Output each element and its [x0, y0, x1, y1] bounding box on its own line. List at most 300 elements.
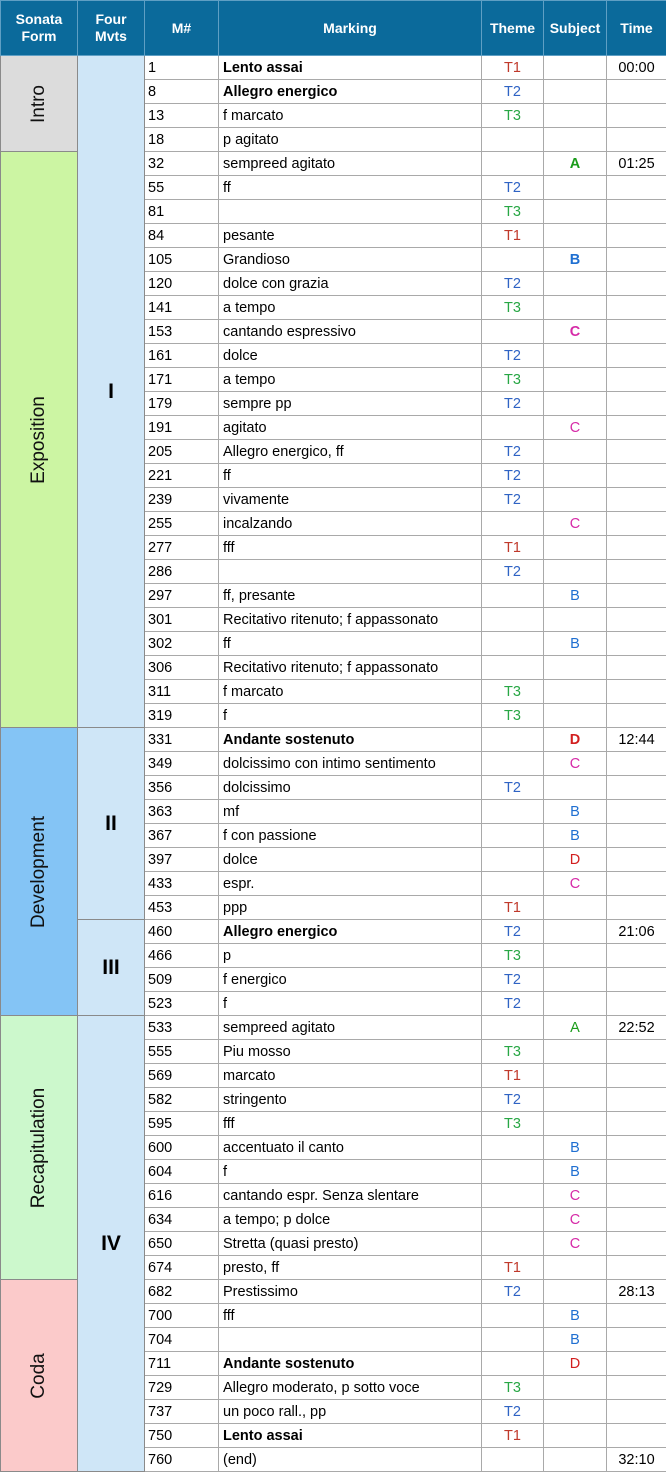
theme-cell[interactable] [482, 848, 544, 872]
time-cell[interactable] [607, 1160, 666, 1184]
marking-cell[interactable] [219, 1328, 482, 1352]
theme-cell[interactable]: T1 [482, 896, 544, 920]
marking-cell[interactable]: a tempo; p dolce [219, 1208, 482, 1232]
subject-cell[interactable] [544, 1088, 607, 1112]
measure-cell[interactable]: 466 [145, 944, 219, 968]
theme-cell[interactable] [482, 584, 544, 608]
marking-cell[interactable]: espr. [219, 872, 482, 896]
measure-cell[interactable]: 704 [145, 1328, 219, 1352]
measure-cell[interactable]: 682 [145, 1280, 219, 1304]
marking-cell[interactable]: Prestissimo [219, 1280, 482, 1304]
subject-cell[interactable] [544, 656, 607, 680]
time-cell[interactable] [607, 320, 666, 344]
marking-cell[interactable]: fff [219, 536, 482, 560]
subject-cell[interactable]: C [544, 512, 607, 536]
measure-cell[interactable]: 319 [145, 704, 219, 728]
theme-cell[interactable]: T2 [482, 80, 544, 104]
measure-cell[interactable]: 84 [145, 224, 219, 248]
subject-cell[interactable] [544, 992, 607, 1016]
subject-cell[interactable] [544, 176, 607, 200]
marking-cell[interactable]: dolce con grazia [219, 272, 482, 296]
theme-cell[interactable]: T2 [482, 1088, 544, 1112]
header-marking[interactable]: Marking [219, 1, 482, 56]
theme-cell[interactable]: T2 [482, 392, 544, 416]
subject-cell[interactable] [544, 1376, 607, 1400]
theme-cell[interactable] [482, 800, 544, 824]
measure-cell[interactable]: 349 [145, 752, 219, 776]
marking-cell[interactable]: p [219, 944, 482, 968]
theme-cell[interactable] [482, 512, 544, 536]
theme-cell[interactable] [482, 752, 544, 776]
subject-cell[interactable]: C [544, 320, 607, 344]
measure-cell[interactable]: 569 [145, 1064, 219, 1088]
time-cell[interactable] [607, 752, 666, 776]
marking-cell[interactable]: (end) [219, 1448, 482, 1472]
marking-cell[interactable]: Recitativo ritenuto; f appassonato [219, 608, 482, 632]
marking-cell[interactable]: Lento assai [219, 56, 482, 80]
measure-cell[interactable]: 533 [145, 1016, 219, 1040]
measure-cell[interactable]: 191 [145, 416, 219, 440]
theme-cell[interactable] [482, 608, 544, 632]
subject-cell[interactable]: C [544, 1232, 607, 1256]
theme-cell[interactable]: T3 [482, 1040, 544, 1064]
theme-cell[interactable] [482, 728, 544, 752]
measure-cell[interactable]: 650 [145, 1232, 219, 1256]
subject-cell[interactable]: D [544, 848, 607, 872]
measure-cell[interactable]: 760 [145, 1448, 219, 1472]
marking-cell[interactable]: sempreed agitato [219, 152, 482, 176]
subject-cell[interactable] [544, 56, 607, 80]
time-cell[interactable] [607, 368, 666, 392]
subject-cell[interactable] [544, 1112, 607, 1136]
time-cell[interactable] [607, 200, 666, 224]
subject-cell[interactable] [544, 296, 607, 320]
marking-cell[interactable]: fff [219, 1304, 482, 1328]
measure-cell[interactable]: 301 [145, 608, 219, 632]
subject-cell[interactable]: B [544, 800, 607, 824]
time-cell[interactable] [607, 128, 666, 152]
measure-cell[interactable]: 433 [145, 872, 219, 896]
subject-cell[interactable] [544, 440, 607, 464]
theme-cell[interactable] [482, 1016, 544, 1040]
subject-cell[interactable] [544, 608, 607, 632]
subject-cell[interactable] [544, 272, 607, 296]
marking-cell[interactable]: dolce [219, 344, 482, 368]
theme-cell[interactable]: T3 [482, 680, 544, 704]
marking-cell[interactable]: ppp [219, 896, 482, 920]
theme-cell[interactable] [482, 872, 544, 896]
header-four-mvts[interactable]: Four Mvts [78, 1, 145, 56]
measure-cell[interactable]: 397 [145, 848, 219, 872]
theme-cell[interactable] [482, 1304, 544, 1328]
theme-cell[interactable] [482, 1160, 544, 1184]
time-cell[interactable] [607, 1208, 666, 1232]
marking-cell[interactable]: vivamente [219, 488, 482, 512]
theme-cell[interactable] [482, 1232, 544, 1256]
measure-cell[interactable]: 277 [145, 536, 219, 560]
time-cell[interactable] [607, 104, 666, 128]
theme-cell[interactable]: T3 [482, 944, 544, 968]
time-cell[interactable] [607, 464, 666, 488]
measure-cell[interactable]: 600 [145, 1136, 219, 1160]
theme-cell[interactable] [482, 656, 544, 680]
subject-cell[interactable] [544, 464, 607, 488]
theme-cell[interactable] [482, 248, 544, 272]
time-cell[interactable]: 12:44 [607, 728, 666, 752]
theme-cell[interactable]: T2 [482, 344, 544, 368]
time-cell[interactable] [607, 704, 666, 728]
subject-cell[interactable]: C [544, 752, 607, 776]
time-cell[interactable] [607, 608, 666, 632]
marking-cell[interactable]: fff [219, 1112, 482, 1136]
theme-cell[interactable]: T3 [482, 704, 544, 728]
measure-cell[interactable]: 255 [145, 512, 219, 536]
subject-cell[interactable] [544, 896, 607, 920]
measure-cell[interactable]: 239 [145, 488, 219, 512]
time-cell[interactable] [607, 1088, 666, 1112]
marking-cell[interactable]: pesante [219, 224, 482, 248]
marking-cell[interactable]: cantando espr. Senza slentare [219, 1184, 482, 1208]
marking-cell[interactable]: Andante sostenuto [219, 1352, 482, 1376]
time-cell[interactable] [607, 392, 666, 416]
subject-cell[interactable] [544, 1424, 607, 1448]
subject-cell[interactable] [544, 1400, 607, 1424]
subject-cell[interactable] [544, 536, 607, 560]
measure-cell[interactable]: 120 [145, 272, 219, 296]
time-cell[interactable] [607, 344, 666, 368]
subject-cell[interactable] [544, 1280, 607, 1304]
time-cell[interactable] [607, 848, 666, 872]
subject-cell[interactable]: D [544, 1352, 607, 1376]
marking-cell[interactable]: stringento [219, 1088, 482, 1112]
theme-cell[interactable]: T3 [482, 368, 544, 392]
time-cell[interactable]: 21:06 [607, 920, 666, 944]
measure-cell[interactable]: 595 [145, 1112, 219, 1136]
subject-cell[interactable]: C [544, 872, 607, 896]
time-cell[interactable] [607, 584, 666, 608]
subject-cell[interactable] [544, 704, 607, 728]
time-cell[interactable] [607, 512, 666, 536]
theme-cell[interactable] [482, 1352, 544, 1376]
time-cell[interactable] [607, 776, 666, 800]
theme-cell[interactable]: T2 [482, 488, 544, 512]
measure-cell[interactable]: 141 [145, 296, 219, 320]
marking-cell[interactable]: Allegro energico [219, 80, 482, 104]
subject-cell[interactable] [544, 1040, 607, 1064]
time-cell[interactable] [607, 248, 666, 272]
measure-cell[interactable]: 153 [145, 320, 219, 344]
marking-cell[interactable]: Lento assai [219, 1424, 482, 1448]
time-cell[interactable] [607, 680, 666, 704]
marking-cell[interactable]: Stretta (quasi presto) [219, 1232, 482, 1256]
time-cell[interactable] [607, 1424, 666, 1448]
time-cell[interactable] [607, 872, 666, 896]
measure-cell[interactable]: 286 [145, 560, 219, 584]
time-cell[interactable] [607, 560, 666, 584]
measure-cell[interactable]: 1 [145, 56, 219, 80]
theme-cell[interactable]: T3 [482, 1112, 544, 1136]
theme-cell[interactable]: T2 [482, 560, 544, 584]
theme-cell[interactable]: T2 [482, 1400, 544, 1424]
theme-cell[interactable]: T1 [482, 536, 544, 560]
theme-cell[interactable] [482, 416, 544, 440]
theme-cell[interactable]: T2 [482, 464, 544, 488]
subject-cell[interactable] [544, 128, 607, 152]
theme-cell[interactable]: T2 [482, 1280, 544, 1304]
measure-cell[interactable]: 711 [145, 1352, 219, 1376]
time-cell[interactable] [607, 1400, 666, 1424]
subject-cell[interactable] [544, 776, 607, 800]
subject-cell[interactable]: B [544, 584, 607, 608]
theme-cell[interactable]: T2 [482, 968, 544, 992]
time-cell[interactable] [607, 1256, 666, 1280]
measure-cell[interactable]: 331 [145, 728, 219, 752]
subject-cell[interactable]: D [544, 728, 607, 752]
marking-cell[interactable]: presto, ff [219, 1256, 482, 1280]
theme-cell[interactable]: T2 [482, 776, 544, 800]
subject-cell[interactable] [544, 1256, 607, 1280]
marking-cell[interactable]: mf [219, 800, 482, 824]
measure-cell[interactable]: 221 [145, 464, 219, 488]
time-cell[interactable] [607, 1328, 666, 1352]
subject-cell[interactable] [544, 944, 607, 968]
measure-cell[interactable]: 311 [145, 680, 219, 704]
time-cell[interactable] [607, 1352, 666, 1376]
marking-cell[interactable]: cantando espressivo [219, 320, 482, 344]
measure-cell[interactable]: 81 [145, 200, 219, 224]
marking-cell[interactable] [219, 560, 482, 584]
marking-cell[interactable]: accentuato il canto [219, 1136, 482, 1160]
measure-cell[interactable]: 582 [145, 1088, 219, 1112]
time-cell[interactable] [607, 800, 666, 824]
marking-cell[interactable]: Piu mosso [219, 1040, 482, 1064]
time-cell[interactable]: 00:00 [607, 56, 666, 80]
subject-cell[interactable] [544, 200, 607, 224]
theme-cell[interactable]: T3 [482, 200, 544, 224]
measure-cell[interactable]: 306 [145, 656, 219, 680]
subject-cell[interactable]: B [544, 1136, 607, 1160]
marking-cell[interactable]: sempreed agitato [219, 1016, 482, 1040]
measure-cell[interactable]: 453 [145, 896, 219, 920]
theme-cell[interactable]: T2 [482, 440, 544, 464]
marking-cell[interactable]: Andante sostenuto [219, 728, 482, 752]
time-cell[interactable]: 01:25 [607, 152, 666, 176]
marking-cell[interactable]: f marcato [219, 104, 482, 128]
time-cell[interactable] [607, 80, 666, 104]
measure-cell[interactable]: 555 [145, 1040, 219, 1064]
measure-cell[interactable]: 634 [145, 1208, 219, 1232]
header-measure[interactable]: M# [145, 1, 219, 56]
measure-cell[interactable]: 729 [145, 1376, 219, 1400]
marking-cell[interactable]: f marcato [219, 680, 482, 704]
subject-cell[interactable] [544, 488, 607, 512]
measure-cell[interactable]: 13 [145, 104, 219, 128]
marking-cell[interactable] [219, 200, 482, 224]
header-time[interactable]: Time [607, 1, 666, 56]
subject-cell[interactable] [544, 392, 607, 416]
marking-cell[interactable]: sempre pp [219, 392, 482, 416]
time-cell[interactable] [607, 488, 666, 512]
marking-cell[interactable]: f [219, 1160, 482, 1184]
marking-cell[interactable]: Recitativo ritenuto; f appassonato [219, 656, 482, 680]
marking-cell[interactable]: ff [219, 464, 482, 488]
measure-cell[interactable]: 737 [145, 1400, 219, 1424]
theme-cell[interactable]: T1 [482, 224, 544, 248]
marking-cell[interactable]: f con passione [219, 824, 482, 848]
time-cell[interactable] [607, 416, 666, 440]
subject-cell[interactable]: B [544, 632, 607, 656]
subject-cell[interactable] [544, 1064, 607, 1088]
theme-cell[interactable]: T2 [482, 272, 544, 296]
time-cell[interactable]: 28:13 [607, 1280, 666, 1304]
subject-cell[interactable] [544, 968, 607, 992]
time-cell[interactable] [607, 176, 666, 200]
time-cell[interactable] [607, 656, 666, 680]
marking-cell[interactable]: Allegro energico, ff [219, 440, 482, 464]
time-cell[interactable] [607, 944, 666, 968]
time-cell[interactable] [607, 1136, 666, 1160]
measure-cell[interactable]: 604 [145, 1160, 219, 1184]
theme-cell[interactable] [482, 824, 544, 848]
measure-cell[interactable]: 509 [145, 968, 219, 992]
subject-cell[interactable]: C [544, 1184, 607, 1208]
marking-cell[interactable]: a tempo [219, 368, 482, 392]
subject-cell[interactable] [544, 344, 607, 368]
theme-cell[interactable]: T2 [482, 920, 544, 944]
theme-cell[interactable] [482, 128, 544, 152]
theme-cell[interactable]: T2 [482, 176, 544, 200]
measure-cell[interactable]: 363 [145, 800, 219, 824]
time-cell[interactable] [607, 1232, 666, 1256]
measure-cell[interactable]: 18 [145, 128, 219, 152]
measure-cell[interactable]: 700 [145, 1304, 219, 1328]
subject-cell[interactable] [544, 560, 607, 584]
marking-cell[interactable]: f energico [219, 968, 482, 992]
marking-cell[interactable]: un poco rall., pp [219, 1400, 482, 1424]
marking-cell[interactable]: dolcissimo con intimo sentimento [219, 752, 482, 776]
theme-cell[interactable]: T1 [482, 1256, 544, 1280]
measure-cell[interactable]: 297 [145, 584, 219, 608]
subject-cell[interactable] [544, 104, 607, 128]
marking-cell[interactable]: p agitato [219, 128, 482, 152]
time-cell[interactable] [607, 536, 666, 560]
marking-cell[interactable]: ff [219, 632, 482, 656]
marking-cell[interactable]: dolce [219, 848, 482, 872]
time-cell[interactable] [607, 1376, 666, 1400]
theme-cell[interactable] [482, 1208, 544, 1232]
time-cell[interactable] [607, 296, 666, 320]
header-theme[interactable]: Theme [482, 1, 544, 56]
measure-cell[interactable]: 32 [145, 152, 219, 176]
subject-cell[interactable]: A [544, 1016, 607, 1040]
subject-cell[interactable]: C [544, 1208, 607, 1232]
theme-cell[interactable] [482, 320, 544, 344]
marking-cell[interactable]: ff [219, 176, 482, 200]
header-subject[interactable]: Subject [544, 1, 607, 56]
subject-cell[interactable] [544, 1448, 607, 1472]
subject-cell[interactable]: B [544, 1304, 607, 1328]
measure-cell[interactable]: 179 [145, 392, 219, 416]
subject-cell[interactable]: C [544, 416, 607, 440]
measure-cell[interactable]: 356 [145, 776, 219, 800]
subject-cell[interactable]: B [544, 1328, 607, 1352]
marking-cell[interactable]: incalzando [219, 512, 482, 536]
theme-cell[interactable] [482, 1328, 544, 1352]
theme-cell[interactable] [482, 632, 544, 656]
marking-cell[interactable]: agitato [219, 416, 482, 440]
theme-cell[interactable]: T1 [482, 1064, 544, 1088]
subject-cell[interactable] [544, 224, 607, 248]
marking-cell[interactable]: f [219, 704, 482, 728]
subject-cell[interactable] [544, 680, 607, 704]
time-cell[interactable] [607, 824, 666, 848]
time-cell[interactable] [607, 992, 666, 1016]
theme-cell[interactable]: T1 [482, 56, 544, 80]
marking-cell[interactable]: f [219, 992, 482, 1016]
time-cell[interactable] [607, 1304, 666, 1328]
subject-cell[interactable] [544, 920, 607, 944]
measure-cell[interactable]: 105 [145, 248, 219, 272]
theme-cell[interactable] [482, 1184, 544, 1208]
measure-cell[interactable]: 55 [145, 176, 219, 200]
theme-cell[interactable] [482, 1448, 544, 1472]
marking-cell[interactable]: Grandioso [219, 248, 482, 272]
subject-cell[interactable]: A [544, 152, 607, 176]
theme-cell[interactable]: T3 [482, 1376, 544, 1400]
theme-cell[interactable]: T3 [482, 296, 544, 320]
time-cell[interactable] [607, 224, 666, 248]
time-cell[interactable] [607, 968, 666, 992]
theme-cell[interactable]: T1 [482, 1424, 544, 1448]
subject-cell[interactable]: B [544, 824, 607, 848]
time-cell[interactable]: 22:52 [607, 1016, 666, 1040]
subject-cell[interactable] [544, 368, 607, 392]
time-cell[interactable] [607, 440, 666, 464]
theme-cell[interactable] [482, 1136, 544, 1160]
time-cell[interactable] [607, 1064, 666, 1088]
measure-cell[interactable]: 523 [145, 992, 219, 1016]
measure-cell[interactable]: 674 [145, 1256, 219, 1280]
marking-cell[interactable]: marcato [219, 1064, 482, 1088]
measure-cell[interactable]: 460 [145, 920, 219, 944]
header-sonata-form[interactable]: Sonata Form [1, 1, 78, 56]
measure-cell[interactable]: 205 [145, 440, 219, 464]
subject-cell[interactable]: B [544, 248, 607, 272]
marking-cell[interactable]: dolcissimo [219, 776, 482, 800]
time-cell[interactable] [607, 1112, 666, 1136]
marking-cell[interactable]: ff, presante [219, 584, 482, 608]
time-cell[interactable] [607, 896, 666, 920]
theme-cell[interactable]: T3 [482, 104, 544, 128]
measure-cell[interactable]: 302 [145, 632, 219, 656]
measure-cell[interactable]: 616 [145, 1184, 219, 1208]
time-cell[interactable]: 32:10 [607, 1448, 666, 1472]
measure-cell[interactable]: 367 [145, 824, 219, 848]
time-cell[interactable] [607, 1040, 666, 1064]
measure-cell[interactable]: 750 [145, 1424, 219, 1448]
theme-cell[interactable]: T2 [482, 992, 544, 1016]
marking-cell[interactable]: a tempo [219, 296, 482, 320]
marking-cell[interactable]: Allegro moderato, p sotto voce [219, 1376, 482, 1400]
subject-cell[interactable]: B [544, 1160, 607, 1184]
time-cell[interactable] [607, 272, 666, 296]
theme-cell[interactable] [482, 152, 544, 176]
measure-cell[interactable]: 161 [145, 344, 219, 368]
marking-cell[interactable]: Allegro energico [219, 920, 482, 944]
time-cell[interactable] [607, 632, 666, 656]
measure-cell[interactable]: 171 [145, 368, 219, 392]
subject-cell[interactable] [544, 80, 607, 104]
